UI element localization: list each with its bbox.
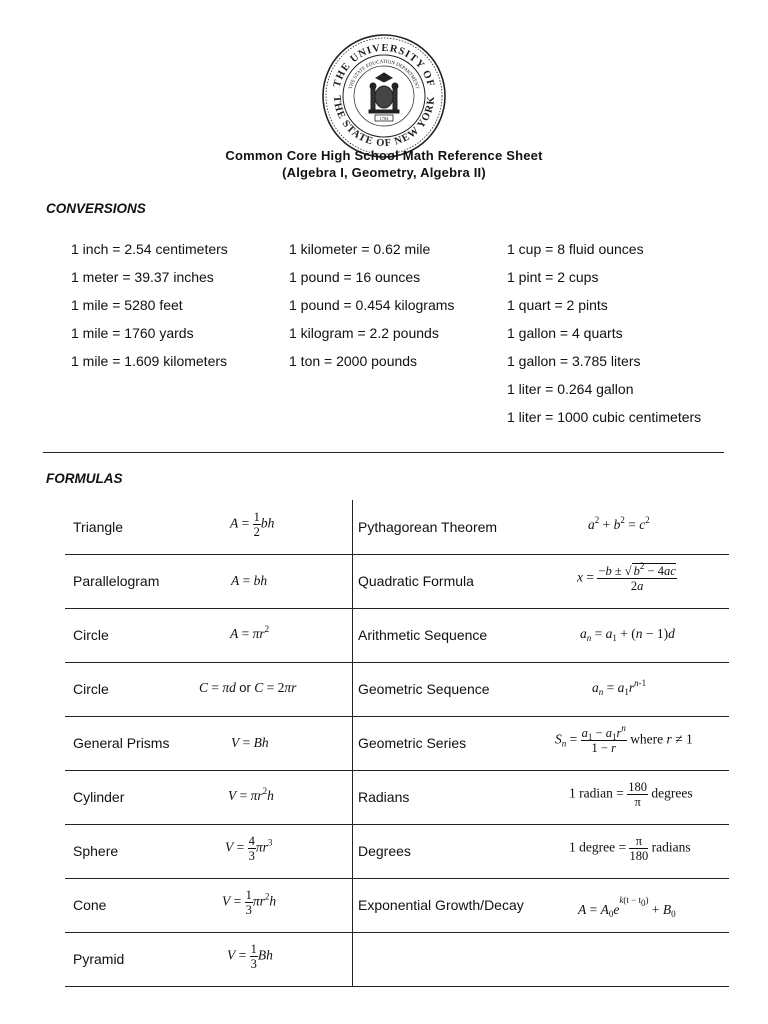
table-top <box>65 500 729 501</box>
formula-triangle: A = $\frac{1}{2}$ bh <box>230 510 275 539</box>
formula-circle-circumference: C = πd or C = 2πr <box>199 680 297 695</box>
formula-arithmetic: $a_n = a_1 + (n - 1)d$ <box>580 626 675 643</box>
label-cylinder: Cylinder <box>73 789 125 805</box>
row-line <box>65 878 729 879</box>
conversions-column-1 <box>71 240 228 380</box>
formula-circle-area: $A = \pi r^2$ <box>230 624 270 641</box>
row-line <box>65 770 729 771</box>
seal-ring-top: THE UNIVERSITY OF <box>331 42 437 89</box>
page-subtitle: (Algebra I, Geometry, Algebra II) <box>282 165 486 180</box>
label-sphere: Sphere <box>73 843 119 859</box>
label-radians: Radians <box>358 789 410 805</box>
formula-parallelogram: A = bh <box>231 573 268 588</box>
formula-degrees: 1 degree = $\frac{\pi}{180}$ radians <box>569 834 691 863</box>
university-seal <box>321 33 447 159</box>
row-line <box>65 608 729 609</box>
formula-prism: V = Bh <box>231 735 269 750</box>
label-general-prisms: General Prisms <box>73 735 170 751</box>
row-line <box>65 986 729 987</box>
formula-exponential: $A = A_0e^{k(t - t_0)} + B_0$ <box>578 895 676 919</box>
label-circle-area: Circle <box>73 627 109 643</box>
row-line <box>65 824 729 825</box>
conversion-item: 1 gallon = 3.785 liters <box>507 353 641 369</box>
row-line <box>65 554 729 555</box>
conversions-heading: CONVERSIONS <box>46 201 146 216</box>
formula-radians: 1 radian = $\frac{180}{\pi}$ degrees <box>569 780 693 809</box>
conversion-item: 1 kilometer = 0.62 mile <box>289 241 431 257</box>
label-cone: Cone <box>73 897 107 913</box>
label-triangle: Triangle <box>73 519 124 535</box>
label-arithmetic-sequence: Arithmetic Sequence <box>358 627 488 643</box>
conversion-item: 1 pound = 16 ounces <box>289 269 421 285</box>
label-geometric-sequence: Geometric Sequence <box>358 681 490 697</box>
table-divider <box>352 500 353 986</box>
formula-cylinder: $V = \pi r^2h$ <box>228 786 274 803</box>
formula-geometric-sequence: $a_n = a_1r^{n-1}$ <box>592 678 647 697</box>
formula-quadratic: x = $\frac{-b \pm √ b^2 - 4ac}{2a}$ <box>577 561 676 593</box>
row-line <box>65 932 729 933</box>
label-parallelogram: Parallelogram <box>73 573 160 589</box>
seal-inner-text: THE STATE EDUCATION DEPARTMENT <box>348 59 420 90</box>
conversion-item: 1 mile = 5280 feet <box>71 297 183 313</box>
conversion-item: 1 liter = 0.264 gallon <box>507 381 634 397</box>
label-pythagorean-theorem: Pythagorean Theorem <box>358 519 498 535</box>
label-quadratic-formula: Quadratic Formula <box>358 573 474 589</box>
label-pyramid: Pyramid <box>73 951 125 967</box>
conversions-column-2 <box>289 240 454 380</box>
label-degrees: Degrees <box>358 843 411 859</box>
conversion-item: 1 ton = 2000 pounds <box>289 353 418 369</box>
conversion-item: 1 meter = 39.37 inches <box>71 269 214 285</box>
label-exponential-growth: Exponential Growth/Decay <box>358 897 524 913</box>
formula-cone: V = $\frac{1}{3}$ $\pi r^2h$ <box>222 888 277 917</box>
conversion-item: 1 inch = 2.54 centimeters <box>71 241 228 257</box>
row-line <box>65 716 729 717</box>
coat-of-arms-icon <box>369 73 399 121</box>
conversion-item: 1 cup = 8 fluid ounces <box>507 241 644 257</box>
label-circle-circumference: Circle <box>73 681 109 697</box>
formulas-heading: FORMULAS <box>46 471 123 486</box>
conversions-column-3 <box>507 240 701 436</box>
formula-pythagorean: $a^2 + b^2 = c^2$ <box>588 515 650 532</box>
conversion-item: 1 liter = 1000 cubic centimeters <box>507 409 702 425</box>
conversion-item: 1 mile = 1.609 kilometers <box>71 353 228 369</box>
conversion-item: 1 pound = 0.454 kilograms <box>289 297 455 313</box>
formula-pyramid: V = $\frac{1}{3}$ Bh <box>227 942 273 971</box>
conversion-item: 1 mile = 1760 yards <box>71 325 194 341</box>
conversion-item: 1 kilogram = 2.2 pounds <box>289 325 439 341</box>
seal-year: 1784 <box>379 116 389 121</box>
row-line <box>65 662 729 663</box>
section-divider <box>43 452 724 453</box>
conversion-item: 1 gallon = 4 quarts <box>507 325 623 341</box>
conversion-item: 1 pint = 2 cups <box>507 269 599 285</box>
formula-sphere: V = $\frac{4}{3}$ $\pi r^3$ <box>225 834 273 863</box>
page-title: Common Core High School Math Reference Sheet <box>225 148 543 163</box>
seal-ring-bottom: THE STATE OF NEW YORK <box>330 95 438 150</box>
label-geometric-series: Geometric Series <box>358 735 467 751</box>
formula-geometric-series: $S_n$ = $\frac{a_1 - a_1r^n}{1 - r}$ where r ≠ 1 <box>555 723 693 755</box>
conversion-item: 1 quart = 2 pints <box>507 297 608 313</box>
formula-table <box>65 500 729 986</box>
